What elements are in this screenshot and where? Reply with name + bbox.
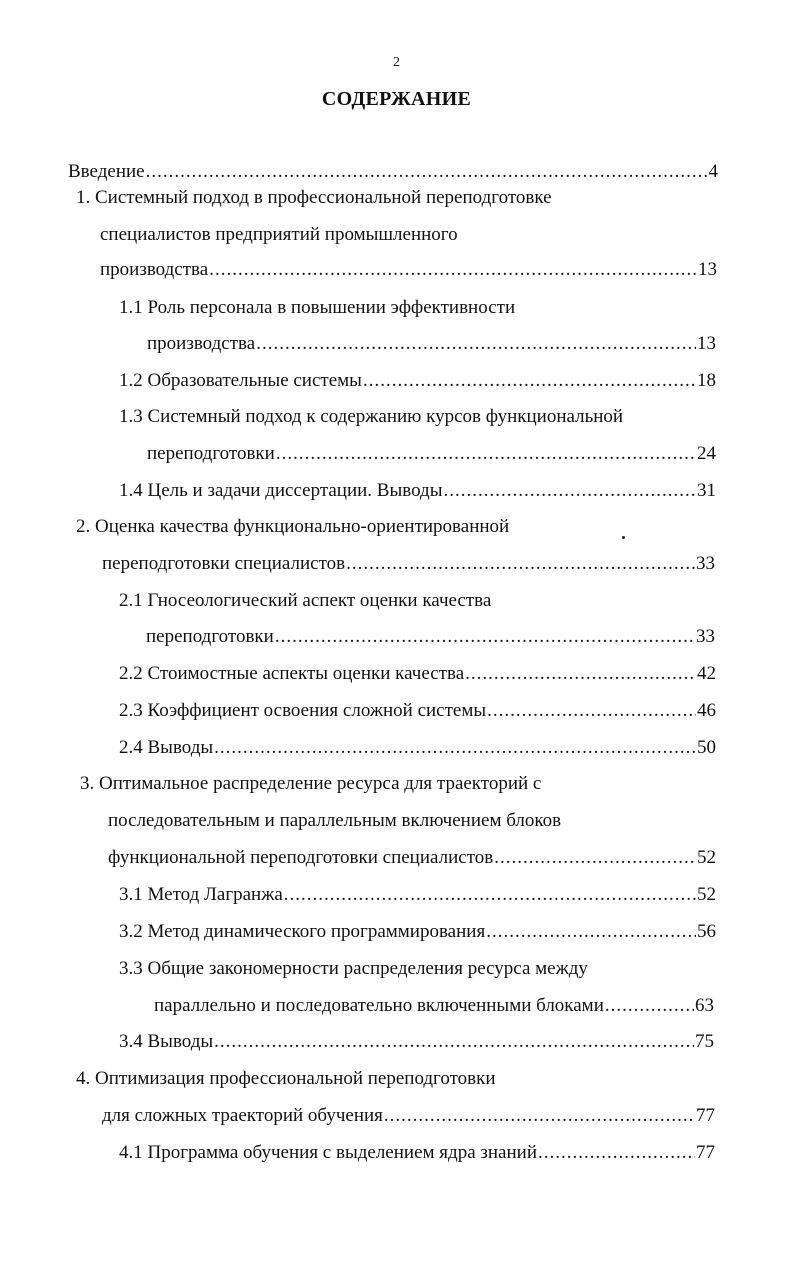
dot-leader: [538, 1141, 695, 1165]
toc-entry-section-4-1[interactable]: [119, 1141, 715, 1165]
toc-entry-text: функциональной переподготовки специалистов: [108, 847, 494, 868]
toc-entry-section-2-2[interactable]: [119, 662, 716, 686]
toc-entry-text: параллельно и последовательно включенными блоками: [154, 995, 604, 1016]
toc-entry-text: для сложных траекторий обучения: [102, 1105, 383, 1126]
toc-entry-section-2-4[interactable]: [119, 736, 716, 760]
toc-entry-section-1-3[interactable]: [147, 442, 716, 466]
dot-leader: [256, 332, 696, 356]
toc-entry-text: 3.1 Метод Лагранжа: [119, 884, 283, 905]
toc-page-number: 63: [695, 995, 714, 1016]
dot-leader: [494, 846, 696, 870]
dot-leader: [209, 258, 697, 282]
toc-section-2-1-heading: 2.1 Гносеологический аспект оценки качества: [119, 590, 492, 611]
dot-leader: [384, 1104, 695, 1128]
toc-entry-text: переподготовки: [146, 626, 274, 647]
toc-entry-text: 2.4 Выводы: [119, 737, 214, 758]
toc-entry-text: производства: [147, 333, 256, 354]
toc-page-number: 4: [708, 161, 718, 182]
toc-entry-chapter-1[interactable]: [100, 258, 717, 282]
toc-section-1-3-heading: 1.3 Системный подход к содержанию курсов функциональной: [119, 406, 624, 427]
dot-leader: [605, 994, 694, 1018]
toc-entry-text: Введение: [68, 161, 145, 182]
toc-entry-section-2-3[interactable]: [119, 699, 716, 723]
toc-entry-section-2-1[interactable]: [146, 625, 715, 649]
dot-leader: [275, 625, 695, 649]
toc-entry-section-1-2[interactable]: [119, 369, 716, 393]
toc-page-number: 33: [696, 553, 715, 574]
toc-entry-text: 2.2 Стоимостные аспекты оценки качества: [119, 663, 465, 684]
toc-entry-intro[interactable]: [68, 160, 718, 184]
toc-entry-chapter-4[interactable]: [102, 1104, 715, 1128]
toc-chapter-3-heading-cont: последовательным и параллельным включением блоков: [108, 810, 562, 831]
toc-entry-section-3-2[interactable]: [119, 920, 716, 944]
toc-chapter-4-heading: 4. Оптимизация профессиональной переподготовки: [76, 1068, 496, 1089]
toc-entry-section-3-1[interactable]: [119, 883, 716, 907]
toc-page-number: 56: [697, 921, 716, 942]
toc-entry-section-1-4[interactable]: [119, 479, 716, 503]
toc-page-number: 31: [697, 480, 716, 501]
toc-page-number: 13: [698, 259, 717, 280]
toc-page-number: 77: [696, 1142, 715, 1163]
print-speck: [622, 536, 625, 539]
dot-leader: [486, 920, 696, 944]
dot-leader: [276, 442, 696, 466]
toc-entry-text: переподготовки: [147, 443, 275, 464]
toc-entry-chapter-3[interactable]: [108, 846, 716, 870]
toc-page-number: 46: [697, 700, 716, 721]
dot-leader: [214, 736, 696, 760]
toc-page-number: 42: [697, 663, 716, 684]
toc-page-number: 50: [697, 737, 716, 758]
toc-chapter-1-heading: 1. Системный подход в профессиональной переподготовке: [76, 187, 552, 208]
toc-page-number: 75: [695, 1031, 714, 1052]
toc-entry-text: переподготовки специалистов: [102, 553, 346, 574]
toc-entry-text: 2.3 Коэффициент освоения сложной системы: [119, 700, 487, 721]
toc-entry-text: 3.4 Выводы: [119, 1031, 214, 1052]
page-number: 2: [393, 55, 400, 70]
toc-page-number: 24: [697, 443, 716, 464]
toc-chapter-3-heading: 3. Оптимальное распределение ресурса для траекторий с: [80, 773, 542, 794]
toc-page-number: 52: [697, 884, 716, 905]
toc-chapter-1-heading-cont: специалистов предприятий промышленного: [100, 224, 458, 245]
toc-entry-section-3-4[interactable]: [119, 1030, 714, 1054]
toc-entry-section-3-3[interactable]: [154, 994, 714, 1018]
toc-page-number: 77: [696, 1105, 715, 1126]
toc-page-number: 52: [697, 847, 716, 868]
toc-entry-section-1-1[interactable]: [147, 332, 716, 356]
toc-entry-text: 1.4 Цель и задачи диссертации. Выводы: [119, 480, 443, 501]
toc-entry-text: производства: [100, 259, 209, 280]
dot-leader: [363, 369, 696, 393]
dot-leader: [214, 1030, 694, 1054]
dot-leader: [284, 883, 696, 907]
toc-entry-chapter-2[interactable]: [102, 552, 715, 576]
toc-entry-text: 1.2 Образовательные системы: [119, 370, 362, 391]
dot-leader: [487, 699, 696, 723]
dot-leader: [443, 479, 696, 503]
dot-leader: [146, 160, 708, 184]
page-title: СОДЕРЖАНИЕ: [321, 88, 472, 110]
toc-page-number: 18: [697, 370, 716, 391]
toc-entry-text: 4.1 Программа обучения с выделением ядра знаний: [119, 1142, 537, 1163]
toc-chapter-2-heading: 2. Оценка качества функционально-ориентированной: [76, 516, 510, 537]
toc-page-number: 33: [696, 626, 715, 647]
toc-entry-text: 3.2 Метод динамического программирования: [119, 921, 486, 942]
dot-leader: [465, 662, 696, 686]
dot-leader: [346, 552, 695, 576]
toc-section-3-3-heading: 3.3 Общие закономерности распределения ресурса между: [119, 958, 588, 979]
toc-section-1-1-heading: 1.1 Роль персонала в повышении эффективности: [119, 297, 516, 318]
toc-page-number: 13: [697, 333, 716, 354]
